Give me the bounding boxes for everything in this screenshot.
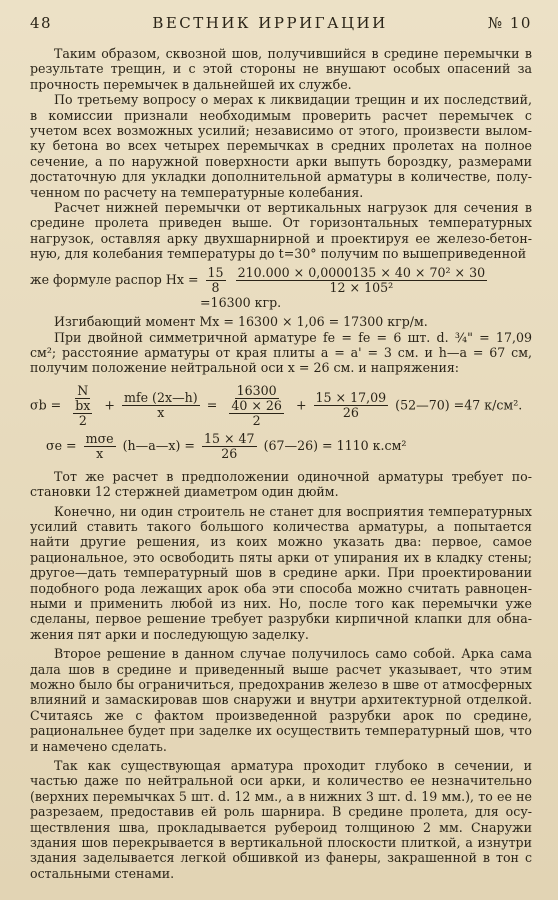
fraction-mfe: mfe (2x—h) — [124, 390, 198, 406]
issue-number: № 10 — [487, 14, 532, 32]
fraction-15x47-num: 15 × 47 — [203, 430, 255, 446]
page-number: 48 — [30, 14, 53, 32]
plus-sign-2: + — [295, 397, 307, 413]
fraction-numval-den: 26 — [342, 405, 359, 421]
sigma-e-lhs: σe = — [46, 437, 77, 453]
fraction-x: x — [157, 405, 165, 421]
paragraph-7: Второе решение в данном случае получилось само собой. Арка сама дала шов в средине и приведенный выше расчет указывает, что этим можно было бы ограничиться, предохранив железо в шве от атмосферных влияний и замаскировав шов снаружи и внутри архитектурной отделкой. Считаясь же с фактом произведенной разрубки арок по средине, рациональнее будет при заделке их осуществить температурный шов, что и намечено сделать. — [30, 646, 532, 754]
sigma-b-lhs: σb = — [30, 397, 62, 413]
fraction-numval — [314, 391, 389, 420]
fraction-15-8-num: 15 — [207, 264, 224, 280]
page-header — [30, 14, 532, 32]
fraction-bx-2 — [73, 399, 92, 428]
sigma-e-mid: (h—a—x) = — [122, 437, 195, 453]
fraction-bxval-2 — [229, 399, 284, 428]
journal-title: ВЕСТНИК ИРРИГАЦИИ — [152, 14, 388, 32]
paragraph-2: По третьему вопросу о мерах к ликвидации трещин и их последствий, в комиссии признали необходимым проверить расчет перемычек с учетом всех возможных усилий; независимо от этого, произвести выломку бетона во всех четырех перемычках в средних пролетах на полное сечение, а по наружной поверхности арки выпуть бороздку, размерами достаточную для укладки дополнительной арматуры в количестве, полученном по расчету на температурные колебания. — [30, 92, 532, 200]
paragraph-5: Тот же расчет в предположении одиночной арматуры требует постановки 12 стержней диаметром один дюйм. — [30, 468, 532, 500]
formula-thrust — [30, 266, 532, 295]
formula-thrust-lead: же формуле распор Hx = — [30, 271, 199, 287]
fraction-15x47 — [202, 432, 257, 461]
fraction-bx: bx — [75, 397, 91, 413]
paragraph-8: Так как существующая арматура проходит глубоко в сечении, и частью даже по нейтральной оси арки, и количество ее незначительно (верхних перемычках 5 шт. d. 12 мм., а в нижних 3 шт. d. 19 мм.), то ее не разрезаем, предоставив ей роль шарнира. В средине пролета, для осуществления шва, прокладывается рубероид толщиною 2 мм. Снаружи здания шов перекрывается в вертикальной плоскости плиткой, а изнутри здания заделывается легкой обшивкой из фанеры, закрашенной в тон с остальными стенами. — [30, 758, 532, 881]
paragraph-6: Конечно, ни один строитель не станет для восприятия температурных усилий ставить такого большого количества арматуры, а попытается найти другие решения, из коих можно указать два: первое, самое рациональное, это освободить пяты арки от упирания их в кладку стены; другое—дать температурный шов в средине арки. При проектировании подобного рода лежащих арок оба эти способа можно считать равноценными и применить любой из них. Но, после того как перемычки уже сделаны, первое решение требует разрубки кирпичной клапки для обнажения пят арки и последующую заделку. — [30, 503, 532, 642]
paragraph-3: Расчет нижней перемычки от вертикальных нагрузок для сечения в средине пролета приведен выше. От горизонтальных температурных нагрузок, оставляя арку двухшарнирной и проектируя ее железо-бетонную, для колебания температуры до t=30° получим по вышеприведенной — [30, 200, 532, 262]
paragraph-4: При двойной симметричной арматуре fe = fe = 6 шт. d. ¾" = 17,09 см²; расстояние арматуры от края плиты a = a' = 3 см. и h—a = 67 см, получим положение нейтральной оси x = 26 см. и напряжения: — [30, 329, 532, 376]
fraction-two2: 2 — [252, 412, 261, 428]
sigma-e-result: (67—26) = 1110 к.см² — [263, 437, 407, 453]
fraction-mfe-x — [122, 391, 200, 420]
fraction-n-bx2 — [68, 384, 97, 428]
fraction-bxval: 40 × 26 — [231, 397, 282, 413]
fraction-x2: x — [96, 445, 104, 461]
fraction-numval-num: 15 × 17,09 — [315, 390, 387, 406]
sigma-b-tail: (52—70) — [395, 397, 450, 413]
fraction-msigma-x — [84, 432, 116, 461]
fraction-msigma: mσe — [85, 430, 114, 446]
fraction-2: 2 — [78, 412, 87, 428]
fraction-thrust-num: 210.000 × 0,0000135 × 40 × 70² × 30 — [237, 264, 486, 280]
fraction-n: N — [77, 382, 89, 398]
fraction-15-8-den: 8 — [211, 279, 220, 295]
fraction-15x47-den: 26 — [221, 445, 238, 461]
formula-sigma-b — [30, 384, 532, 428]
sigma-b-result: =47 к/см². — [453, 397, 523, 413]
formula-thrust-result: =16300 кгр. — [200, 294, 282, 310]
equals-sign: = — [206, 397, 218, 413]
plus-sign: + — [104, 397, 115, 413]
formula-sigma-e — [30, 432, 532, 461]
moment-line: Изгибающий момент Mx = 16300 × 1,06 = 17300 кгр/м. — [54, 314, 428, 330]
fraction-15-8 — [206, 266, 226, 295]
fraction-nval-num: 16300 — [236, 382, 277, 398]
paragraph-1: Таким образом, сквозной шов, получившийся в средине перемычки в результате трещин, и с этой стороны не внушают особых опасений за прочность перемычек в дальнейшей их службе. — [30, 46, 532, 92]
fraction-nval — [224, 384, 289, 428]
fraction-thrust-den: 12 × 105² — [329, 279, 394, 295]
fraction-thrust — [236, 266, 488, 295]
